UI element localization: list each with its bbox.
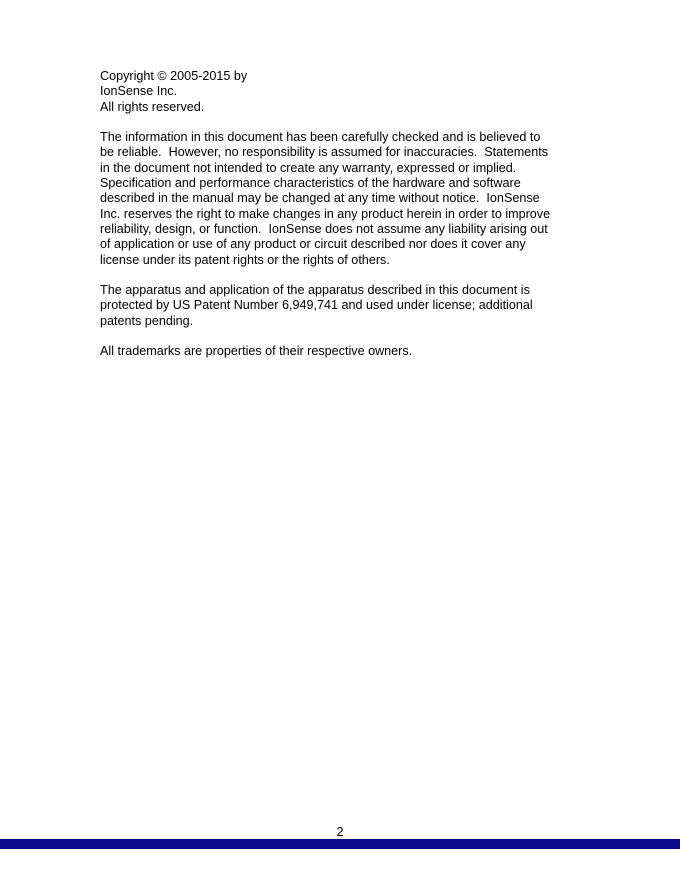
patent-line: protected by US Patent Number 6,949,741 and used under license; additional [100,298,533,313]
disclaimer-line: in the document not intended to create any warranty, expressed or implied. [100,160,517,175]
patent-line: The apparatus and application of the apparatus described in this document is [100,283,530,298]
disclaimer-line: Inc. reserves the right to make changes in any product herein in order to improve [100,206,551,221]
disclaimer-paragraph [100,130,580,268]
trademarks-line: All trademarks are properties of their respective owners. [100,344,413,359]
disclaimer-line: reliability, design, or function. IonSense does not assume any liability arising out [100,221,548,236]
disclaimer-line: of application or use of any product or circuit described nor does it cover any [100,237,526,252]
footer-bar [0,839,680,849]
patent-paragraph [100,283,580,329]
copyright-paragraph [100,69,580,115]
disclaimer-line: Specification and performance characteristics of the hardware and software [100,176,521,191]
copyright-line: IonSense Inc. [100,84,178,99]
document-body [100,69,580,375]
disclaimer-line: The information in this document has been carefully checked and is believed to [100,130,541,145]
disclaimer-line: described in the manual may be changed at any time without notice. IonSense [100,191,540,206]
copyright-line: All rights reserved. [100,99,205,114]
disclaimer-line: be reliable. However, no responsibility is assumed for inaccuracies. Statements [100,145,548,160]
page-number: 2 [336,825,344,839]
trademarks-paragraph [100,344,580,359]
copyright-line: Copyright © 2005-2015 by [100,69,248,83]
patent-line: patents pending. [100,313,194,328]
disclaimer-line: license under its patent rights or the rights of others. [100,252,390,267]
